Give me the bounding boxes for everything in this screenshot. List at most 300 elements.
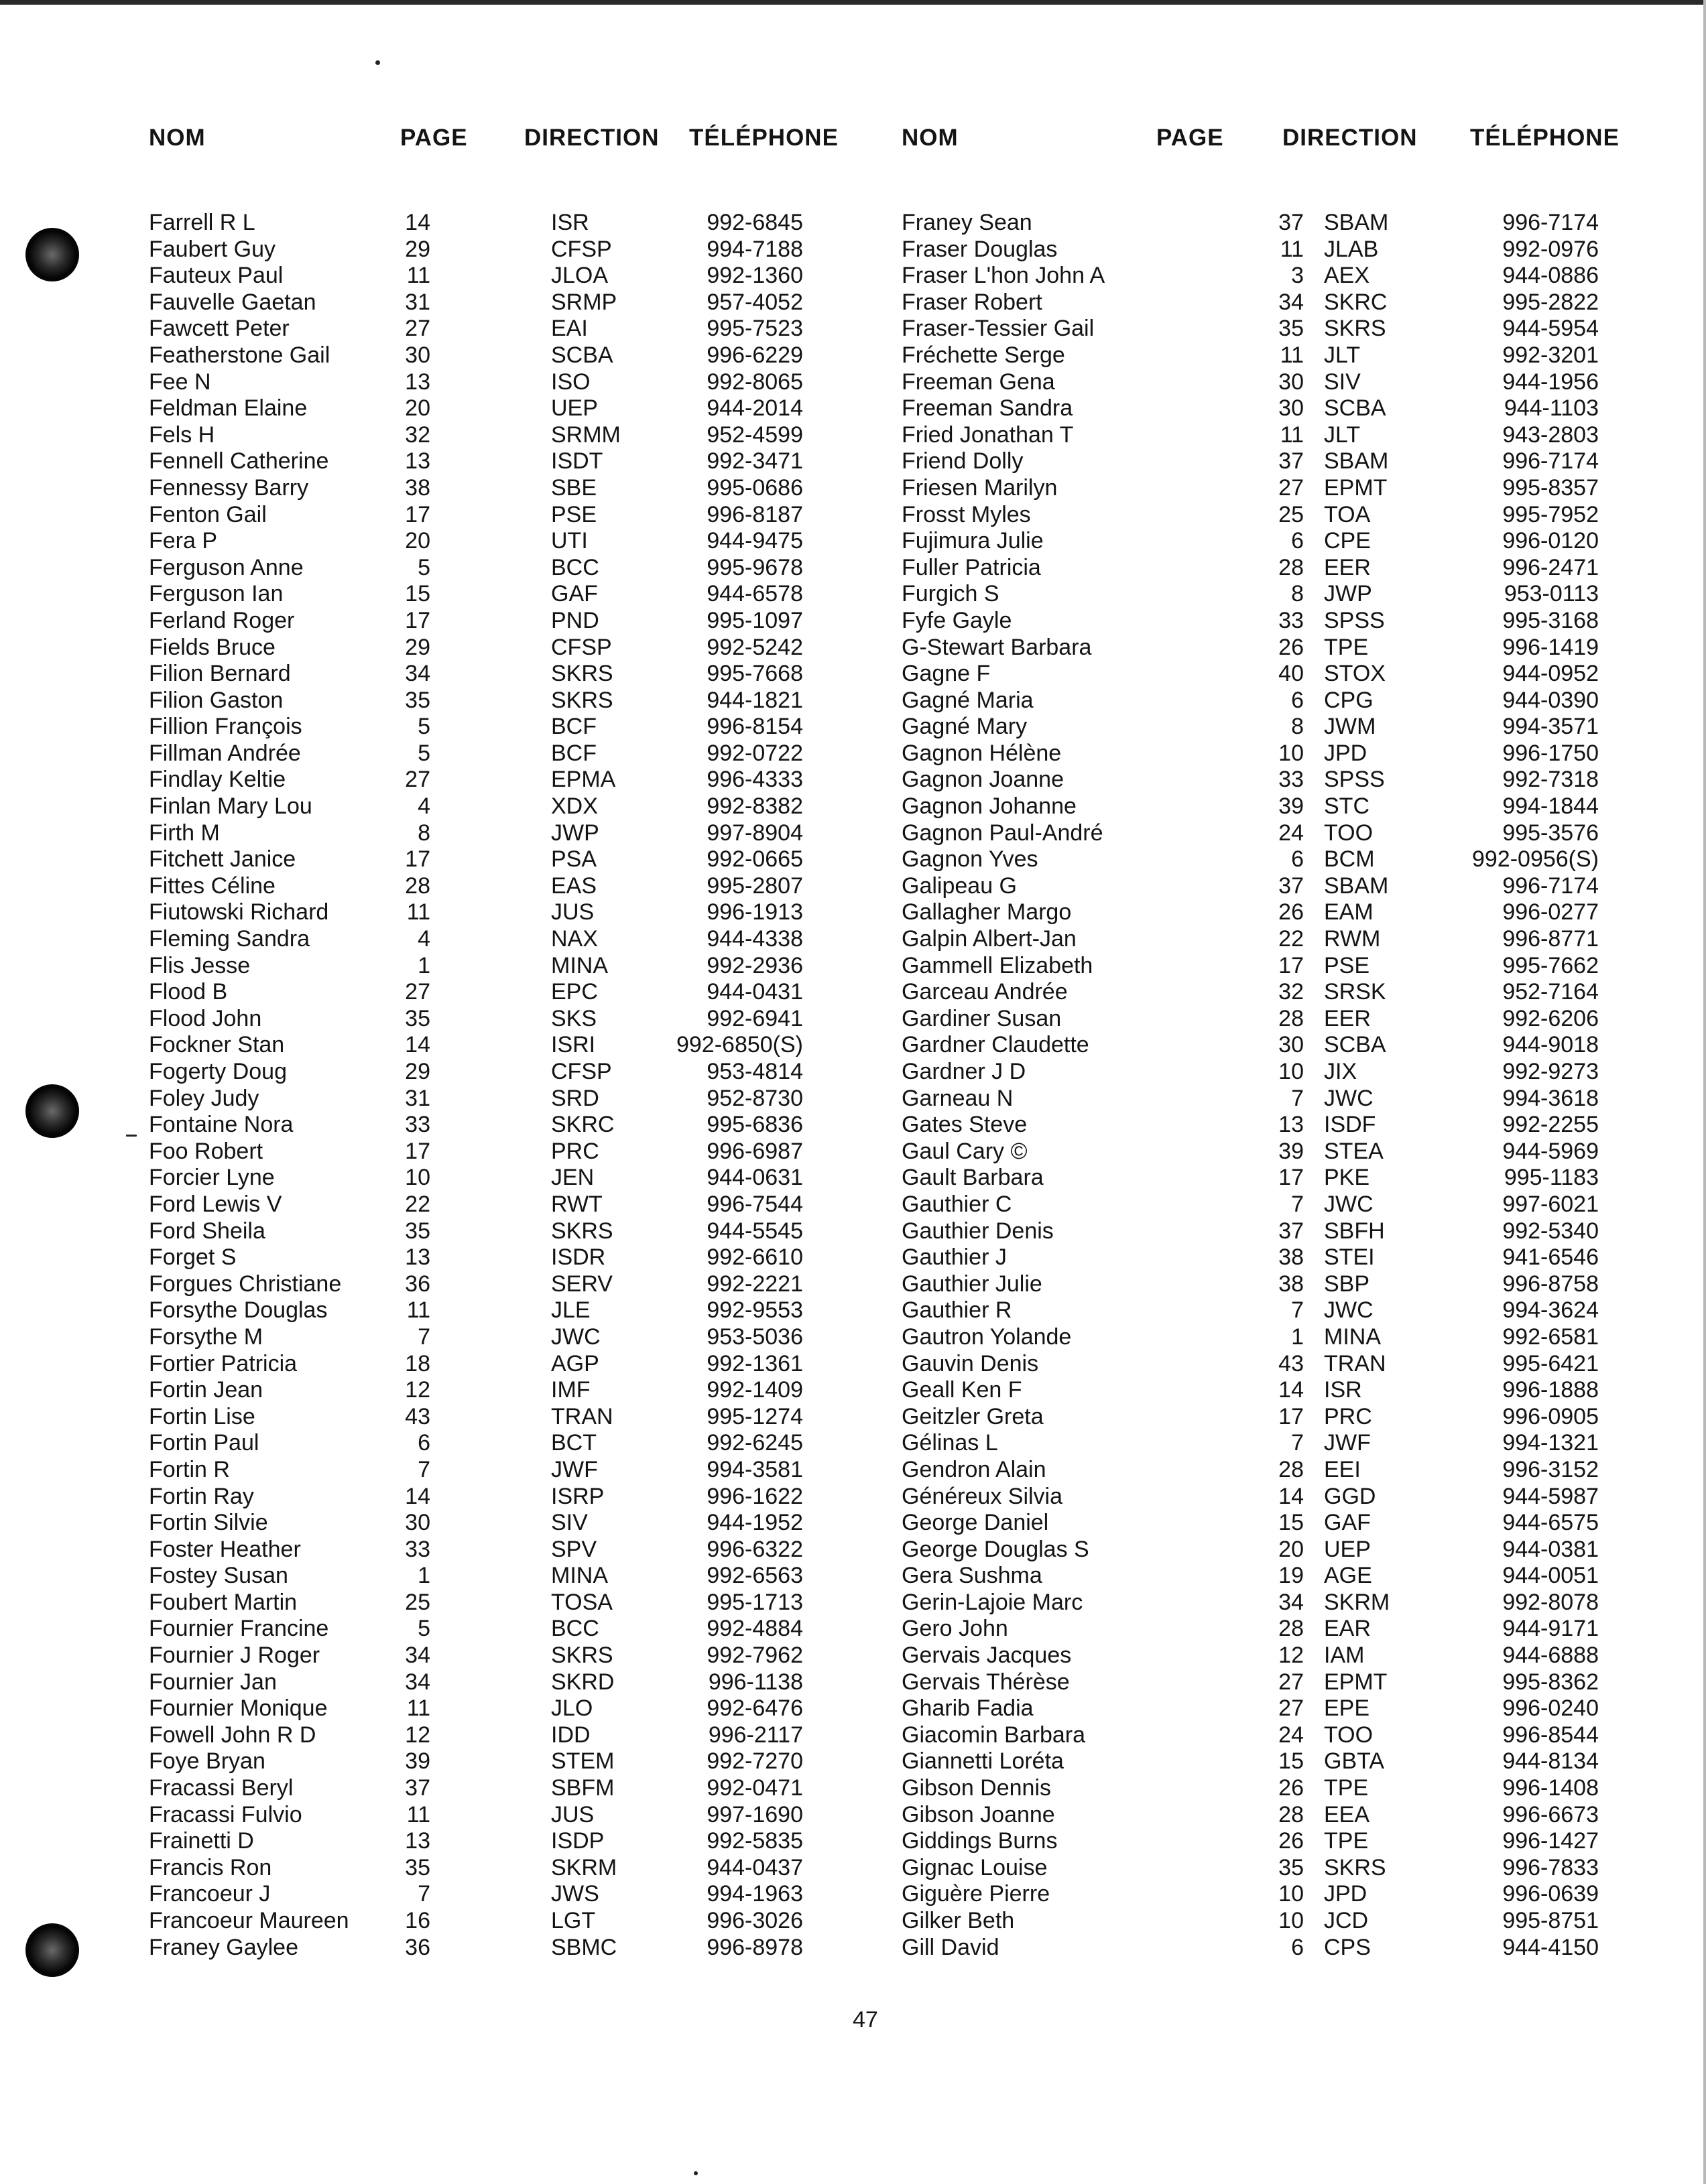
entry-page: 15 xyxy=(1278,1748,1304,1775)
entry-page: 6 xyxy=(418,1430,430,1456)
entry-name: Gharib Fadia xyxy=(902,1695,1034,1722)
entry-name: Francis Ron xyxy=(149,1854,272,1880)
entry-name: Gagnon Hélène xyxy=(902,740,1062,766)
entry-name: Ferland Roger xyxy=(149,607,295,633)
header-telephone: TÉLÉPHONE xyxy=(689,125,839,151)
entry-name: Galpin Albert-Jan xyxy=(902,926,1077,952)
entry-page: 29 xyxy=(405,634,430,660)
entry-name: Gates Steve xyxy=(902,1112,1028,1138)
entry-direction: IAM xyxy=(1324,1643,1365,1669)
entry-telephone: 992-6476 xyxy=(707,1695,803,1722)
entry-name: Gagné Mary xyxy=(902,714,1028,740)
entry-name: Gervais Jacques xyxy=(902,1643,1072,1669)
entry-telephone: 953-0113 xyxy=(1504,581,1599,607)
entry-page: 32 xyxy=(1278,979,1304,1005)
entry-direction: JLAB xyxy=(1324,236,1379,262)
entry-telephone: 944-9018 xyxy=(1502,1032,1599,1058)
entry-direction: JPD xyxy=(1324,1881,1367,1907)
entry-direction: IDD xyxy=(551,1722,591,1748)
entry-name: Fortin Jean xyxy=(149,1377,263,1403)
entry-telephone: 992-3471 xyxy=(707,448,803,474)
entry-telephone: 944-1103 xyxy=(1504,395,1599,422)
entry-telephone: 996-6229 xyxy=(707,342,803,368)
entry-name: Forgues Christiane xyxy=(149,1271,342,1297)
entry-direction: EPMT xyxy=(1324,1669,1388,1695)
entry-name: Ferguson Anne xyxy=(149,554,304,580)
entry-telephone: 996-0639 xyxy=(1502,1881,1599,1907)
entry-name: Foley Judy xyxy=(149,1085,259,1111)
entry-telephone: 996-2471 xyxy=(1502,554,1599,580)
entry-page: 14 xyxy=(405,210,430,235)
entry-name: Filion Bernard xyxy=(149,661,291,687)
entry-telephone: 952-8730 xyxy=(707,1085,803,1111)
page-top-edge xyxy=(0,0,1706,5)
entry-page: 38 xyxy=(405,474,430,501)
entry-direction: JWC xyxy=(1324,1297,1374,1324)
entry-name: George Douglas S xyxy=(902,1536,1089,1562)
entry-telephone: 995-3168 xyxy=(1502,607,1599,633)
entry-name: Fujimura Julie xyxy=(902,528,1044,554)
entry-page: 7 xyxy=(1291,1297,1304,1324)
entry-page: 8 xyxy=(1291,714,1304,740)
entry-direction: EEA xyxy=(1324,1801,1370,1827)
entry-direction: IMF xyxy=(551,1377,591,1403)
entry-direction: JLOA xyxy=(551,263,609,289)
entry-page: 17 xyxy=(405,501,430,527)
entry-direction: SBMC xyxy=(551,1934,617,1960)
entry-direction: EPE xyxy=(1324,1695,1370,1722)
entry-telephone: 995-1274 xyxy=(707,1403,803,1429)
entry-name: Friesen Marilyn xyxy=(902,474,1058,501)
entry-page: 11 xyxy=(1280,236,1304,262)
entry-page: 30 xyxy=(405,1510,430,1536)
header-direction: DIRECTION xyxy=(524,125,660,151)
entry-page: 27 xyxy=(1278,1669,1304,1695)
entry-page: 3 xyxy=(1291,263,1304,289)
entry-name: Faubert Guy xyxy=(149,236,276,262)
entry-page: 14 xyxy=(405,1032,430,1058)
entry-telephone: 944-5954 xyxy=(1502,316,1599,342)
entry-telephone: 995-1097 xyxy=(707,607,803,633)
entry-direction: TOO xyxy=(1324,820,1374,846)
entry-name: Gagnon Yves xyxy=(902,846,1038,873)
entry-direction: RWM xyxy=(1324,926,1381,952)
entry-page: 40 xyxy=(1278,661,1304,687)
entry-direction: LGT xyxy=(551,1908,596,1933)
entry-direction: JPD xyxy=(1324,740,1367,766)
entry-direction: ISDF xyxy=(1324,1112,1376,1138)
entry-page: 24 xyxy=(1278,820,1304,846)
entry-direction: EAS xyxy=(551,873,597,899)
entry-telephone: 944-5969 xyxy=(1502,1138,1599,1164)
entry-page: 32 xyxy=(405,422,430,448)
entry-name: Fortin Paul xyxy=(149,1430,259,1456)
entry-page: 24 xyxy=(1278,1722,1304,1748)
entry-direction: ISO xyxy=(551,369,591,395)
entry-page: 17 xyxy=(405,846,430,873)
page-right-edge xyxy=(1703,0,1706,2184)
entry-page: 34 xyxy=(1278,289,1304,315)
entry-name: George Daniel xyxy=(902,1510,1049,1536)
entry-name: Gaul Cary © xyxy=(902,1138,1028,1164)
entry-name: Gagne F xyxy=(902,661,991,687)
entry-direction: PSE xyxy=(1324,952,1370,978)
entry-telephone: 995-2822 xyxy=(1502,289,1599,315)
entry-page: 11 xyxy=(406,899,430,925)
entry-page: 11 xyxy=(406,1695,430,1722)
entry-telephone: 995-8751 xyxy=(1502,1908,1599,1933)
entry-page: 35 xyxy=(405,687,430,713)
entry-page: 27 xyxy=(405,767,430,793)
entry-name: Fauteux Paul xyxy=(149,263,284,289)
entry-page: 20 xyxy=(405,395,430,422)
entry-telephone: 992-5340 xyxy=(1502,1218,1599,1244)
entry-name: Fraser Robert xyxy=(902,289,1042,315)
entry-page: 27 xyxy=(405,979,430,1005)
entry-direction: AGP xyxy=(551,1350,599,1376)
entry-name: Feldman Elaine xyxy=(149,395,308,422)
entry-page: 39 xyxy=(405,1748,430,1775)
entry-direction: MINA xyxy=(551,1563,608,1589)
entry-telephone: 992-9553 xyxy=(707,1297,803,1324)
entry-direction: TOA xyxy=(1324,501,1371,527)
entry-name: Fostey Susan xyxy=(149,1563,288,1589)
entry-name: Fillion François xyxy=(149,714,302,740)
entry-name: Foye Bryan xyxy=(149,1748,265,1775)
entry-direction: SKRD xyxy=(551,1669,615,1695)
entry-page: 28 xyxy=(1278,1616,1304,1642)
entry-telephone: 995-1183 xyxy=(1504,1165,1599,1191)
entry-telephone: 944-0631 xyxy=(707,1165,803,1191)
entry-telephone: 995-8357 xyxy=(1502,474,1599,501)
entry-direction: SRMP xyxy=(551,289,617,315)
entry-telephone: 994-3624 xyxy=(1502,1297,1599,1324)
entry-telephone: 996-0277 xyxy=(1502,899,1599,925)
entry-name: Fuller Patricia xyxy=(902,554,1041,580)
entry-name: Généreux Silvia xyxy=(902,1483,1063,1509)
entry-direction: SERV xyxy=(551,1271,613,1297)
entry-direction: CPE xyxy=(1324,528,1371,554)
entry-telephone: 994-3618 xyxy=(1502,1085,1599,1111)
entry-direction: JWM xyxy=(1324,714,1376,740)
entry-name: Geitzler Greta xyxy=(902,1403,1044,1429)
entry-telephone: 992-1360 xyxy=(707,263,803,289)
entry-direction: SBE xyxy=(551,474,597,501)
entry-telephone: 941-6546 xyxy=(1502,1244,1599,1271)
entry-direction: SKRC xyxy=(1324,289,1388,315)
entry-telephone: 992-6845 xyxy=(707,210,803,235)
entry-name: Fillman Andrée xyxy=(149,740,301,766)
entry-direction: STEM xyxy=(551,1748,615,1775)
entry-name: Gauthier Denis xyxy=(902,1218,1054,1244)
entry-name: Fleming Sandra xyxy=(149,926,310,952)
entry-page: 33 xyxy=(405,1112,430,1138)
page-number: 47 xyxy=(853,2007,878,2033)
entry-name: Flood John xyxy=(149,1005,262,1031)
entry-telephone: 995-6421 xyxy=(1502,1350,1599,1376)
entry-direction: ISDP xyxy=(551,1828,605,1854)
entry-telephone: 992-6206 xyxy=(1502,1005,1599,1031)
entry-name: Giddings Burns xyxy=(902,1828,1058,1854)
entry-telephone: 943-2803 xyxy=(1502,422,1599,448)
entry-telephone: 992-0722 xyxy=(707,740,803,766)
entry-page: 33 xyxy=(1278,607,1304,633)
entry-direction: SIV xyxy=(1324,369,1361,395)
entry-telephone: 995-0686 xyxy=(707,474,803,501)
entry-telephone: 996-7174 xyxy=(1502,448,1599,474)
entry-telephone: 996-4333 xyxy=(707,767,803,793)
entry-page: 33 xyxy=(1278,767,1304,793)
entry-name: Gammell Elizabeth xyxy=(902,952,1093,978)
entry-page: 7 xyxy=(1291,1085,1304,1111)
entry-direction: EEI xyxy=(1324,1456,1361,1482)
entry-page: 6 xyxy=(1291,687,1304,713)
entry-telephone: 944-1952 xyxy=(707,1510,803,1536)
entry-telephone: 994-1844 xyxy=(1502,793,1599,820)
entry-direction: CFSP xyxy=(551,634,612,660)
entry-telephone: 996-0905 xyxy=(1502,1403,1599,1429)
entry-name: Featherstone Gail xyxy=(149,342,330,368)
entry-telephone: 992-5242 xyxy=(707,634,803,660)
entry-telephone: 944-6578 xyxy=(707,581,803,607)
entry-telephone: 995-6836 xyxy=(707,1112,803,1138)
entry-name: Fournier J Roger xyxy=(149,1643,320,1669)
entry-name: Fraser L'hon John A xyxy=(902,263,1105,289)
entry-name: Fockner Stan xyxy=(149,1032,285,1058)
entry-page: 26 xyxy=(1278,634,1304,660)
entry-telephone: 992-3201 xyxy=(1502,342,1599,368)
entry-page: 17 xyxy=(1278,1403,1304,1429)
entry-direction: BCC xyxy=(551,1616,599,1642)
entry-telephone: 996-1408 xyxy=(1502,1775,1599,1801)
entry-direction: CPS xyxy=(1324,1934,1371,1960)
entry-direction: EER xyxy=(1324,554,1371,580)
entry-telephone: 995-7662 xyxy=(1502,952,1599,978)
entry-name: Gélinas L xyxy=(902,1430,998,1456)
entry-direction: TPE xyxy=(1324,1828,1369,1854)
entry-name: Fontaine Nora xyxy=(149,1112,294,1138)
entry-name: Fraser-Tessier Gail xyxy=(902,316,1095,342)
entry-page: 10 xyxy=(1278,1881,1304,1907)
entry-direction: BCF xyxy=(551,740,597,766)
entry-name: Giacomin Barbara xyxy=(902,1722,1086,1748)
entry-name: Gauthier J xyxy=(902,1244,1007,1271)
entry-direction: SCBA xyxy=(1324,395,1386,422)
entry-telephone: 994-1963 xyxy=(707,1881,803,1907)
entry-page: 5 xyxy=(418,1616,430,1642)
entry-telephone: 944-2014 xyxy=(707,395,803,422)
entry-telephone: 994-7188 xyxy=(707,236,803,262)
entry-telephone: 992-1361 xyxy=(707,1350,803,1376)
entry-direction: SBFM xyxy=(551,1775,615,1801)
entry-direction: JCD xyxy=(1324,1908,1369,1933)
entry-direction: EAR xyxy=(1324,1616,1371,1642)
entry-telephone: 944-1821 xyxy=(707,687,803,713)
entry-telephone: 992-6563 xyxy=(707,1563,803,1589)
entry-telephone: 992-8078 xyxy=(1502,1589,1599,1615)
entry-direction: TPE xyxy=(1324,1775,1369,1801)
entry-direction: BCT xyxy=(551,1430,597,1456)
entry-telephone: 992-7962 xyxy=(707,1643,803,1669)
entry-telephone: 992-2255 xyxy=(1502,1112,1599,1138)
entry-page: 36 xyxy=(405,1934,430,1960)
entry-name: Gauthier Julie xyxy=(902,1271,1042,1297)
header-telephone: TÉLÉPHONE xyxy=(1470,125,1620,151)
entry-name: Gibson Dennis xyxy=(902,1775,1052,1801)
entry-direction: CFSP xyxy=(551,236,612,262)
entry-telephone: 944-5545 xyxy=(707,1218,803,1244)
entry-telephone: 992-8382 xyxy=(707,793,803,820)
entry-name: Freeman Gena xyxy=(902,369,1055,395)
entry-page: 17 xyxy=(1278,1165,1304,1191)
entry-page: 1 xyxy=(418,952,430,978)
entry-direction: SCBA xyxy=(1324,1032,1386,1058)
entry-page: 26 xyxy=(1278,1775,1304,1801)
entry-telephone: 994-3571 xyxy=(1502,714,1599,740)
entry-telephone: 944-0381 xyxy=(1502,1536,1599,1562)
entry-direction: BCF xyxy=(551,714,597,740)
entry-page: 27 xyxy=(405,316,430,342)
entry-direction: JUS xyxy=(551,899,595,925)
entry-direction: ISRP xyxy=(551,1483,605,1509)
entry-page: 37 xyxy=(1278,1218,1304,1244)
entry-direction: SRMM xyxy=(551,422,621,448)
entry-page: 33 xyxy=(405,1536,430,1562)
entry-page: 43 xyxy=(1278,1350,1304,1376)
entry-telephone: 995-9678 xyxy=(707,554,803,580)
entry-direction: CFSP xyxy=(551,1059,612,1084)
entry-page: 5 xyxy=(418,714,430,740)
entry-page: 29 xyxy=(405,236,430,262)
entry-direction: GGD xyxy=(1324,1483,1376,1509)
entry-page: 11 xyxy=(406,263,430,289)
entry-name: Fournier Monique xyxy=(149,1695,328,1722)
entry-name: Filion Gaston xyxy=(149,687,284,713)
entry-page: 22 xyxy=(405,1191,430,1217)
entry-page: 35 xyxy=(1278,316,1304,342)
entry-name: Freeman Sandra xyxy=(902,395,1073,422)
entry-telephone: 944-6888 xyxy=(1502,1643,1599,1669)
entry-name: Fournier Francine xyxy=(149,1616,329,1642)
entry-telephone: 996-0240 xyxy=(1502,1695,1599,1722)
entry-direction: GBTA xyxy=(1324,1748,1385,1775)
entry-page: 28 xyxy=(1278,1005,1304,1031)
entry-telephone: 992-5835 xyxy=(707,1828,803,1854)
entry-direction: SKRM xyxy=(551,1854,617,1880)
entry-name: Finlan Mary Lou xyxy=(149,793,312,820)
entry-telephone: 944-0952 xyxy=(1502,661,1599,687)
entry-telephone: 996-0120 xyxy=(1502,528,1599,554)
entry-direction: JLT xyxy=(1324,342,1361,368)
entry-name: Giguère Pierre xyxy=(902,1881,1050,1907)
entry-direction: ISRI xyxy=(551,1032,596,1058)
entry-telephone: 996-3026 xyxy=(707,1908,803,1933)
entry-direction: JWP xyxy=(1324,581,1372,607)
entry-name: Forsythe Douglas xyxy=(149,1297,328,1324)
entry-telephone: 992-6245 xyxy=(707,1430,803,1456)
entry-page: 7 xyxy=(1291,1191,1304,1217)
entry-direction: GAF xyxy=(551,581,598,607)
entry-direction: UEP xyxy=(1324,1536,1371,1562)
entry-direction: SKRS xyxy=(1324,1854,1386,1880)
entry-page: 31 xyxy=(405,1085,430,1111)
entry-direction: MINA xyxy=(551,952,608,978)
entry-telephone: 996-1888 xyxy=(1502,1377,1599,1403)
entry-name: Fortin Lise xyxy=(149,1403,255,1429)
entry-telephone: 944-0051 xyxy=(1502,1563,1599,1589)
entry-name: Geall Ken F xyxy=(902,1377,1022,1403)
entry-direction: PSE xyxy=(551,501,597,527)
entry-telephone: 996-1138 xyxy=(708,1669,803,1695)
entry-page: 7 xyxy=(418,1881,430,1907)
entry-name: Fauvelle Gaetan xyxy=(149,289,316,315)
entry-direction: NAX xyxy=(551,926,598,952)
entry-telephone: 992-6850(S) xyxy=(676,1032,803,1058)
entry-name: Gagnon Joanne xyxy=(902,767,1064,793)
entry-page: 36 xyxy=(405,1271,430,1297)
entry-page: 13 xyxy=(405,448,430,474)
entry-direction: EER xyxy=(1324,1005,1371,1031)
entry-name: Friend Dolly xyxy=(902,448,1024,474)
entry-page: 25 xyxy=(405,1589,430,1615)
entry-direction: TRAN xyxy=(551,1403,613,1429)
entry-page: 27 xyxy=(1278,1695,1304,1722)
entry-page: 28 xyxy=(1278,554,1304,580)
entry-direction: PKE xyxy=(1324,1165,1370,1191)
entry-name: Fennessy Barry xyxy=(149,474,309,501)
entry-telephone: 996-7174 xyxy=(1502,210,1599,235)
entry-telephone: 996-7833 xyxy=(1502,1854,1599,1880)
entry-telephone: 992-8065 xyxy=(707,369,803,395)
binder-hole-bottom xyxy=(25,1923,79,1977)
entry-page: 15 xyxy=(1278,1510,1304,1536)
entry-name: Gignac Louise xyxy=(902,1854,1048,1880)
entry-telephone: 996-8978 xyxy=(707,1934,803,1960)
entry-page: 10 xyxy=(1278,1059,1304,1084)
entry-direction: ISDT xyxy=(551,448,603,474)
entry-direction: STEI xyxy=(1324,1244,1375,1271)
entry-page: 19 xyxy=(1278,1563,1304,1589)
entry-telephone: 995-1713 xyxy=(707,1589,803,1615)
entry-name: Francoeur Maureen xyxy=(149,1908,349,1933)
entry-page: 6 xyxy=(1291,528,1304,554)
entry-name: Fortin R xyxy=(149,1456,230,1482)
entry-telephone: 995-7523 xyxy=(707,316,803,342)
entry-name: Gardner J D xyxy=(902,1059,1026,1084)
entry-page: 18 xyxy=(405,1350,430,1376)
entry-direction: SKRS xyxy=(1324,316,1386,342)
entry-page: 4 xyxy=(418,926,430,952)
entry-direction: RWT xyxy=(551,1191,603,1217)
entry-telephone: 992-9273 xyxy=(1502,1059,1599,1084)
entry-telephone: 996-8154 xyxy=(707,714,803,740)
entry-telephone: 992-0665 xyxy=(707,846,803,873)
entry-direction: BCC xyxy=(551,554,599,580)
entry-direction: SKRS xyxy=(551,661,613,687)
entry-name: Firth M xyxy=(149,820,220,846)
entry-direction: MINA xyxy=(1324,1324,1381,1350)
entry-direction: CPG xyxy=(1324,687,1374,713)
entry-page: 14 xyxy=(1278,1483,1304,1509)
entry-name: Fittes Céline xyxy=(149,873,276,899)
entry-direction: JWF xyxy=(551,1456,598,1482)
entry-direction: EPMA xyxy=(551,767,616,793)
entry-telephone: 995-7668 xyxy=(707,661,803,687)
entry-name: Fenton Gail xyxy=(149,501,267,527)
entry-page: 7 xyxy=(1291,1430,1304,1456)
entry-direction: UTI xyxy=(551,528,588,554)
entry-name: G-Stewart Barbara xyxy=(902,634,1092,660)
